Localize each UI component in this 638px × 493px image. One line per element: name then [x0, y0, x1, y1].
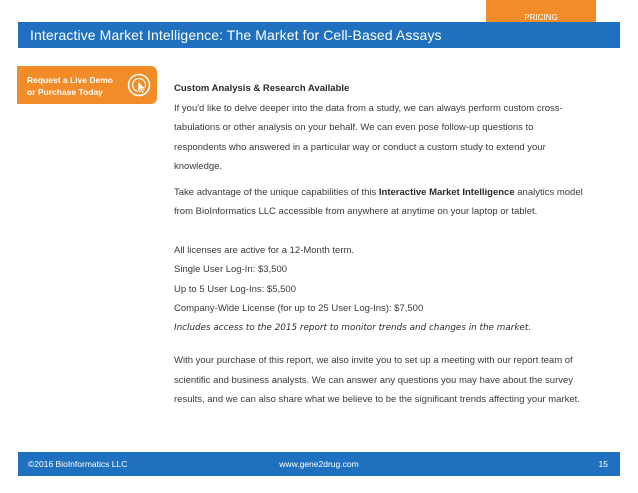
request-demo-line1: Request a Live Demo [27, 75, 113, 85]
price-company-wide: Company-Wide License (for up to 25 User Log-Ins): $7,500 [174, 303, 424, 314]
click-cursor-icon [127, 73, 151, 97]
capabilities-prefix: Take advantage of the unique capabilities of this [174, 186, 379, 198]
capabilities-suffix: analytics model from BioInformatics LLC accessible from anywhere at anytime on your laptop or tablet. [174, 186, 583, 217]
page-title: Interactive Market Intelligence: The Market for Cell-Based Assays [30, 27, 442, 43]
request-demo-line2: or Purchase Today [27, 87, 103, 97]
product-name: Interactive Market Intelligence [378, 186, 515, 198]
section-heading: Custom Analysis & Research Available [174, 83, 350, 94]
price-single-user: Single User Log-In: $3,500 [174, 264, 288, 275]
license-term: All licenses are active for a 12-Month term. [174, 244, 355, 256]
main-content [174, 79, 584, 410]
copyright: ©2016 BioInformatics LLC [28, 459, 128, 469]
website-link[interactable]: www.gene2drug.com [279, 459, 359, 469]
capabilities-paragraph [174, 183, 584, 222]
pricing-tab[interactable]: PRICING [486, 0, 596, 30]
includes-note: Includes access to the 2015 report to monitor trends and changes in the market. [174, 322, 532, 333]
request-demo-button[interactable] [17, 66, 157, 104]
custom-analysis-paragraph: If you'd like to delve deeper into the data from a study, we can always perform custom cross-tabulations or other analysis on your behalf. We can even pose follow-up questions to respondents who answered in a particular way or conduct a custom study to extend your knowledge. [174, 102, 563, 172]
footer-bar [18, 452, 620, 476]
price-five-users: Up to 5 User Log-Ins: $5,500 [174, 283, 296, 295]
meeting-paragraph: With your purchase of this report, we also invite you to set up a meeting with our report team of scientific and business analysts. We can answer any questions you may have about the survey results, and we can also share what we believe to be the significant trends affecting your market. [174, 355, 580, 405]
page-title-bar [18, 22, 620, 48]
page-number: 15 [598, 459, 608, 469]
